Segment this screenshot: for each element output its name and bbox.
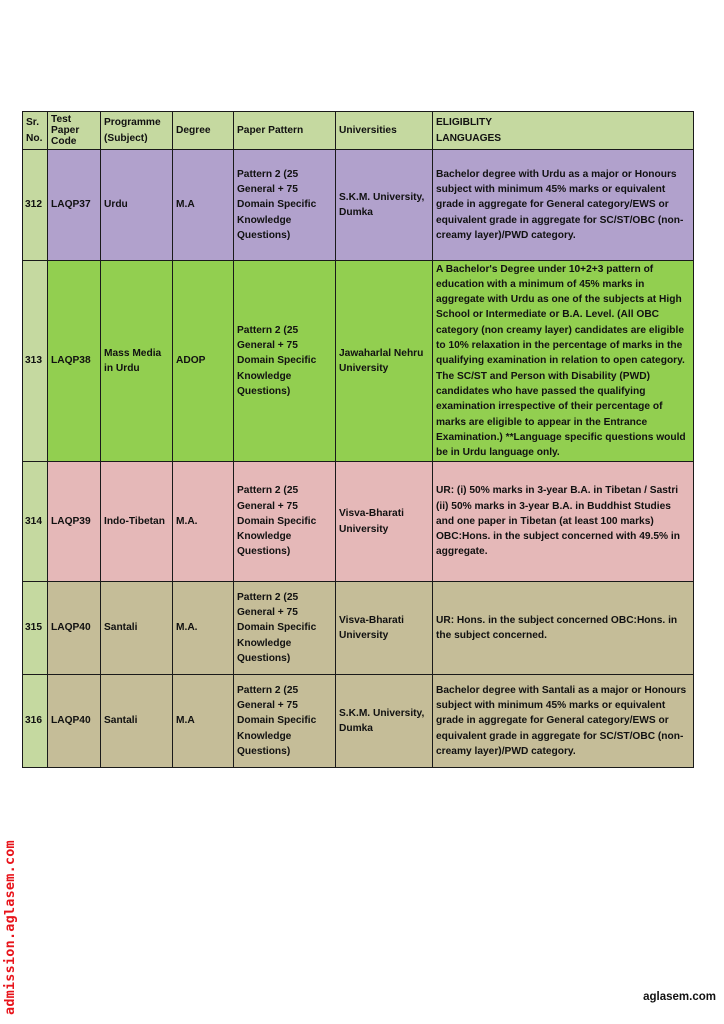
- university: Jawaharlal Nehru University: [336, 261, 433, 462]
- degree: M.A.: [173, 582, 234, 675]
- programme: Mass Media in Urdu: [101, 261, 173, 462]
- header-eligibility: ELIGIBLITY LANGUAGES: [433, 112, 694, 150]
- eligibility: Bachelor degree with Urdu as a major or Honours subject with minimum 45% marks or equivalent grade in aggregate for General category/EWS or equivalent grade in aggregate for SC/ST/OBC (non-creamy layer)/PWD category.: [433, 150, 694, 261]
- header-paper-pattern: Paper Pattern: [234, 112, 336, 150]
- university: S.K.M. University, Dumka: [336, 675, 433, 768]
- table-row: [23, 261, 694, 462]
- degree: M.A.: [173, 462, 234, 582]
- test-paper-code: LAQP38: [48, 261, 101, 462]
- sr-no: 312: [23, 150, 48, 261]
- header-universities: Universities: [336, 112, 433, 150]
- programme: Urdu: [101, 150, 173, 261]
- header-programme: Programme (Subject): [101, 112, 173, 150]
- degree: M.A: [173, 150, 234, 261]
- test-paper-code: LAQP39: [48, 462, 101, 582]
- header-degree: Degree: [173, 112, 234, 150]
- table-row: [23, 675, 694, 768]
- programme: Santali: [101, 675, 173, 768]
- programme: Santali: [101, 582, 173, 675]
- table-row: [23, 150, 694, 261]
- degree: M.A: [173, 675, 234, 768]
- paper-pattern: Pattern 2 (25 General + 75 Domain Specific Knowledge Questions): [234, 675, 336, 768]
- sr-no: 315: [23, 582, 48, 675]
- header-sr-no: Sr. No.: [23, 112, 48, 150]
- sr-no: 313: [23, 261, 48, 462]
- university: Visva-Bharati University: [336, 462, 433, 582]
- test-paper-code: LAQP40: [48, 675, 101, 768]
- table-header-row: [23, 112, 694, 150]
- eligibility: Bachelor degree with Santali as a major or Honours subject with minimum 45% marks or equivalent grade in aggregate for General category/EWS or equivalent grade in aggregate for SC/ST/OBC (non-creamy layer)/PWD category.: [433, 675, 694, 768]
- table-row: [23, 462, 694, 582]
- test-paper-code: LAQP40: [48, 582, 101, 675]
- paper-pattern: Pattern 2 (25 General + 75 Domain Specific Knowledge Questions): [234, 582, 336, 675]
- sr-no: 314: [23, 462, 48, 582]
- table-row: [23, 582, 694, 675]
- eligibility: A Bachelor's Degree under 10+2+3 pattern of education with a minimum of 45% marks in aggregate with Urdu as one of the subjects at High School or Intermediate or B.A. Level. (All OBC category (non creamy layer) candidates are eligible to 10% relaxation in the percentage of marks in the qualifying examination in relation to open category. The SC/ST and Person with Disability (PWD) candidates who have passed the qualifying examination irrespective of their percentage of marks are eligible to appear in the Entrance Examination.) **Language specific questions would be in Urdu language only.: [433, 261, 694, 462]
- eligibility-table: [22, 111, 694, 768]
- eligibility: UR: Hons. in the subject concerned OBC:Hons. in the subject concerned.: [433, 582, 694, 675]
- paper-pattern: Pattern 2 (25 General + 75 Domain Specific Knowledge Questions): [234, 150, 336, 261]
- side-watermark: admission.aglasem.com: [2, 840, 18, 1015]
- university: Visva-Bharati University: [336, 582, 433, 675]
- eligibility: UR: (i) 50% marks in 3-year B.A. in Tibetan / Sastri (ii) 50% marks in 3-year B.A. in Buddhist Studies and one paper in Tibetan (at least 100 marks) OBC:Hons. in the subject concerned with 49.5% in aggregate.: [433, 462, 694, 582]
- university: S.K.M. University, Dumka: [336, 150, 433, 261]
- paper-pattern: Pattern 2 (25 General + 75 Domain Specific Knowledge Questions): [234, 261, 336, 462]
- paper-pattern: Pattern 2 (25 General + 75 Domain Specific Knowledge Questions): [234, 462, 336, 582]
- footer-brand: aglasem.com: [643, 991, 716, 1003]
- degree: ADOP: [173, 261, 234, 462]
- sr-no: 316: [23, 675, 48, 768]
- header-test-paper-code: Test Paper Code: [48, 112, 101, 150]
- programme: Indo-Tibetan: [101, 462, 173, 582]
- test-paper-code: LAQP37: [48, 150, 101, 261]
